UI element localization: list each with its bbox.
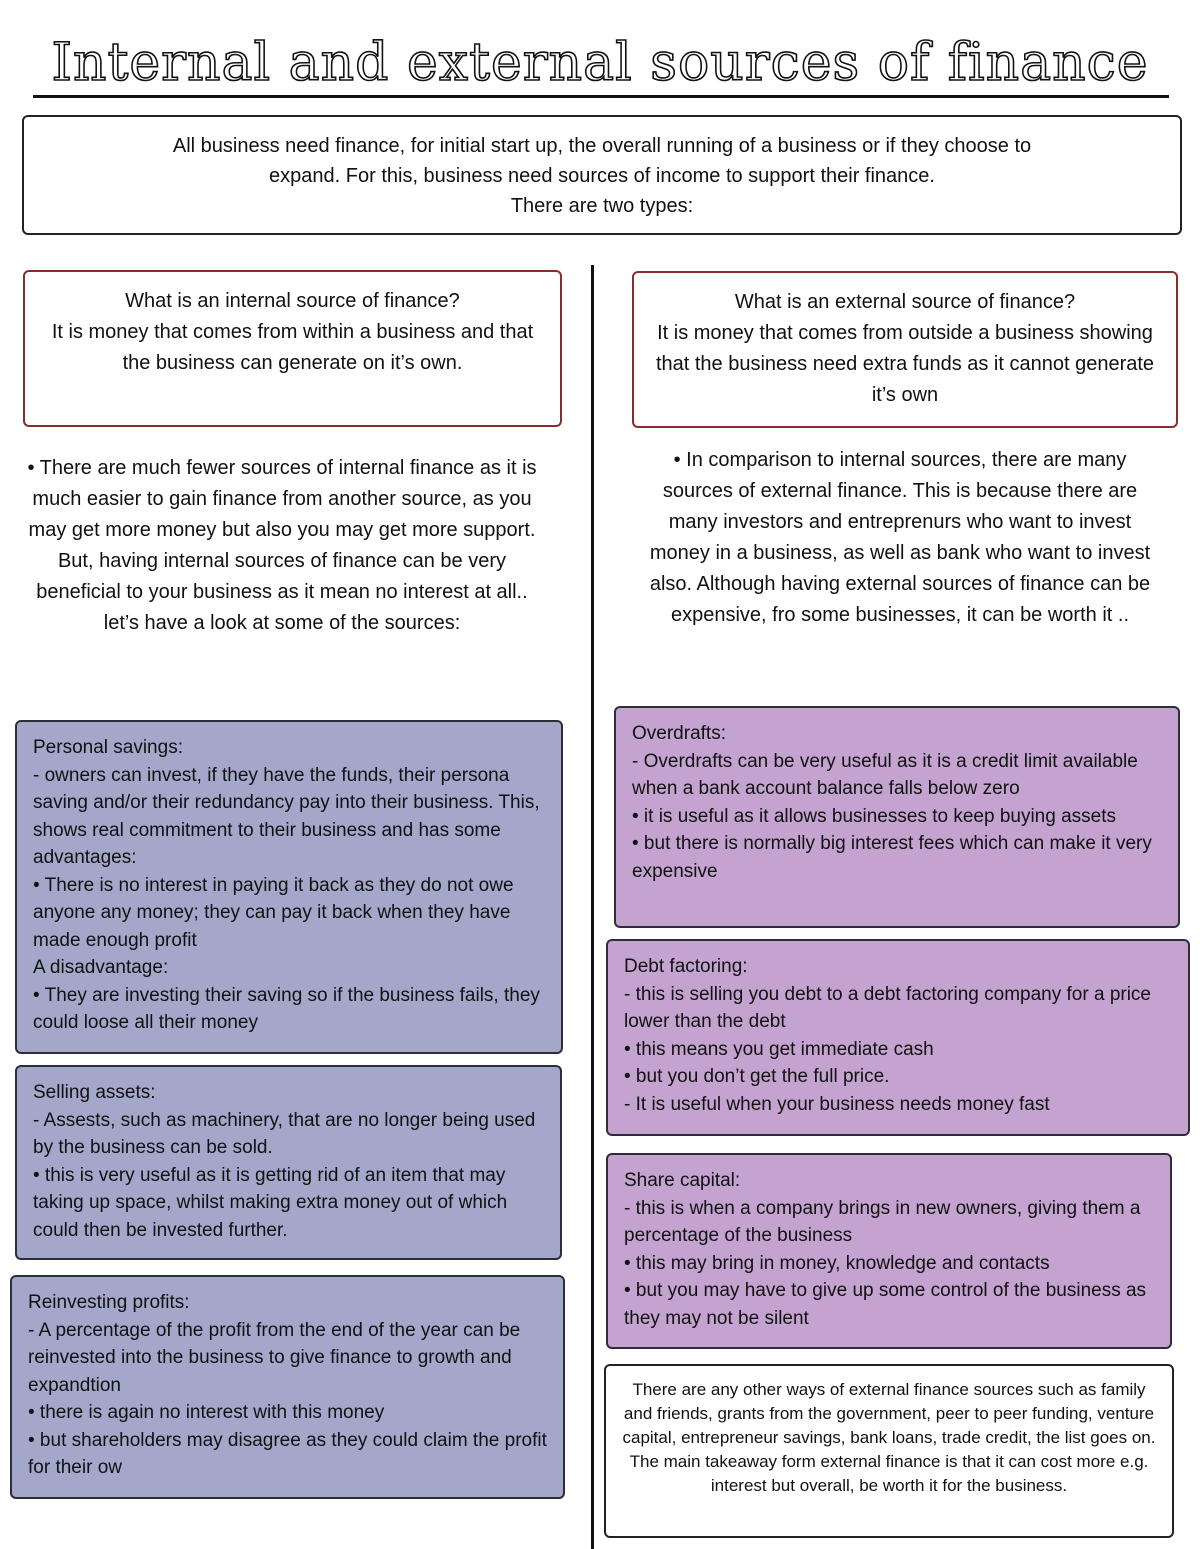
card-line: - owners can invest, if they have the funds, their persona saving and/or their redundancy pay into their business. This, shows real commitment to their business and has some advantages: [33,764,540,868]
card-line: • there is again no interest with this money [28,1402,385,1423]
card-line: • but you don’t get the full price. [624,1066,890,1087]
card-line: Selling assets: [33,1082,156,1103]
card-line: Reinvesting profits: [28,1292,190,1313]
card-line: • this means you get immediate cash [624,1038,934,1060]
card-line: - A percentage of the profit from the end of the year can be reinvested into the business to give finance to growth and expandtion [28,1319,521,1396]
intro-box [22,115,1182,235]
card-line: • There is no interest in paying it back as they do not owe anyone any money; they can pay it back when they have made enough profit [33,874,514,951]
card-line: • but you may have to give up some control of the business as they may not be silent [624,1280,1147,1329]
internal-card-reinvesting-profits [10,1275,565,1499]
card-line: • this may bring in money, knowledge and contacts [624,1252,1050,1274]
intro-line: expand. For this, business need sources of income to support their finance. [269,165,935,187]
column-divider [591,265,594,1549]
card-line: Personal savings: [33,737,183,758]
internal-card-selling-assets [15,1065,562,1260]
card-line: • They are investing their saving so if the business fails, they could loose all their money [33,984,540,1033]
internal-definition-question: What is an internal source of finance? [125,290,460,312]
card-line: A disadvantage: [33,957,169,978]
internal-card-personal-savings [15,720,563,1054]
external-definition-answer: It is money that comes from outside a business showing that the business need extra funds as it cannot generate it’s own [655,322,1155,406]
external-card-overdrafts [614,706,1180,928]
page-title: Internal and external sources of finance [51,33,1149,93]
card-line: - Overdrafts can be very useful as it is a credit limit available when a bank account balance falls below zero [632,750,1138,799]
external-card-debt-factoring [606,939,1190,1136]
external-definition-box [632,271,1178,428]
internal-definition-box [23,270,562,427]
card-line: • but shareholders may disagree as they could claim the profit for their ow [28,1429,547,1478]
card-line: Share capital: [624,1170,741,1191]
card-line: - this is when a company brings in new owners, giving them a percentage of the business [624,1197,1141,1246]
intro-line: There are two types: [510,195,694,217]
internal-overview-paragraph: • There are much fewer sources of internal finance as it is much easier to gain finance from another source, as you may get more money but also you may get more support. But, having internal sources of finance can be very beneficial to your business as it mean no interest at all.. let’s have a look at some of the sources: [27,457,537,634]
card-line: • it is useful as it allows businesses to keep buying assets [632,805,1117,827]
card-line: • this is very useful as it is getting rid of an item that may taking up space, whilst making extra money out of which could then be invested further. [33,1164,508,1241]
card-line: - Assests, such as machinery, that are no longer being used by the business can be sold. [33,1109,536,1158]
card-line: - this is selling you debt to a debt factoring company for a price lower than the debt [624,983,1151,1032]
external-definition-question: What is an external source of finance? [734,291,1076,313]
title-underline [33,95,1169,98]
card-line: Overdrafts: [632,723,726,744]
internal-definition-answer: It is money that comes from within a business and that the business can generate on it’s own. [51,321,534,374]
card-line: • but there is normally big interest fees which can make it very expensive [632,833,1152,882]
intro-line: All business need finance, for initial start up, the overall running of a business or if they choose to [172,135,1032,157]
external-card-share-capital [606,1153,1172,1349]
card-line: - It is useful when your business needs money fast [624,1093,1050,1115]
external-overview-paragraph: • In comparison to internal sources, there are many sources of external finance. This is because there are many investors and entreprenurs who want to invest money in a business, as well as bank who want to invest also. Although having external sources of finance can be expensive, fro some businesses, it can be worth it .. [649,449,1151,626]
external-summary-note: There are any other ways of external finance sources such as family and friends, grants from the government, peer to peer funding, venture capital, entrepreneur savings, bank loans, trade credit, the list goes on. The main takeaway form external finance is that it can cost more e.g. interest but overall, be worth it for the business. [604,1364,1174,1538]
card-line: Debt factoring: [624,956,748,977]
